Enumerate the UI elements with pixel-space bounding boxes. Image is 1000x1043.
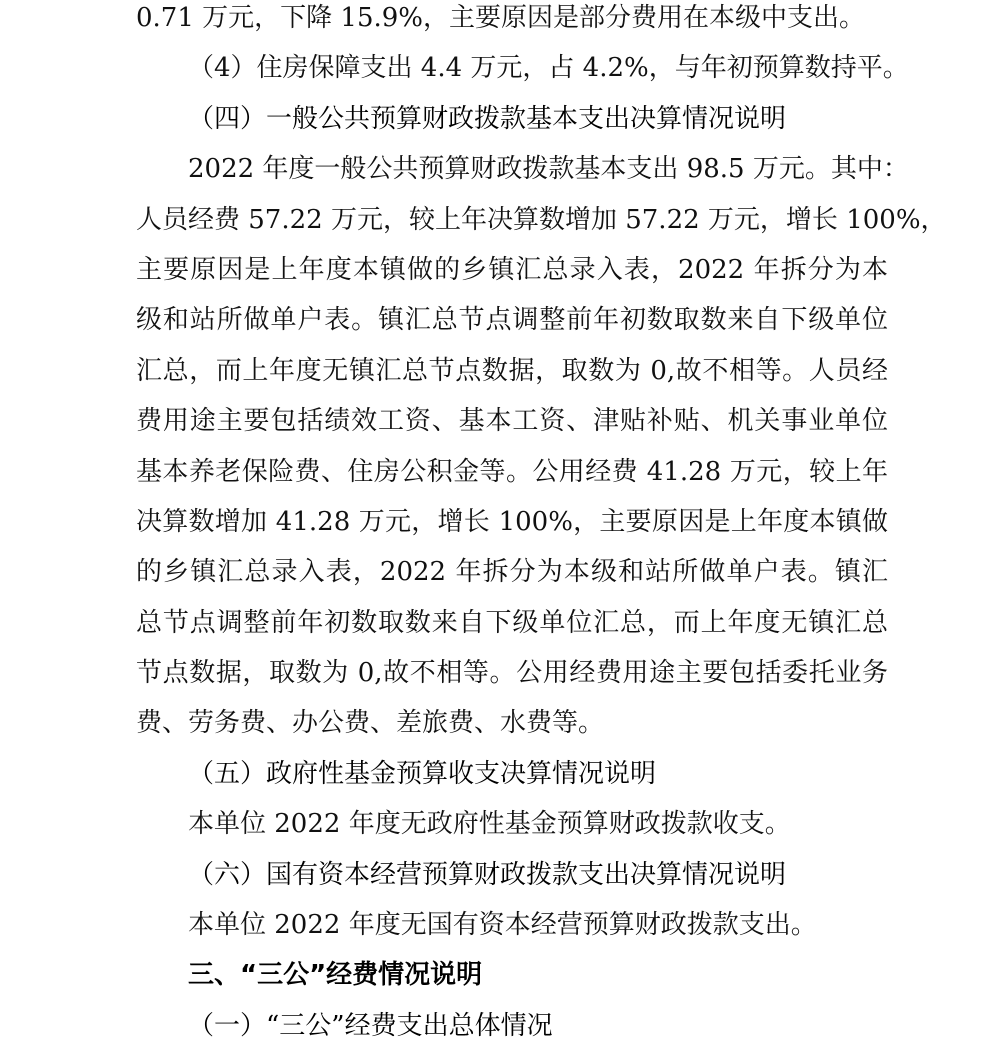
basic-expenditure-paragraph [136, 144, 947, 749]
paragraph-line: 主要原因是上年度本镇做的乡镇汇总录入表，2022 年拆分为本 [136, 254, 888, 285]
paragraph-line: 的乡镇汇总录入表，2022 年拆分为本级和站所做单户表。镇汇 [136, 557, 888, 588]
paragraph-line: 基本养老保险费、住房公积金等。公用经费 41.28 万元，较上年 [136, 456, 888, 487]
state-capital-text: 本单位 2022 年度无国有资本经营预算财政拨款支出。 [188, 910, 817, 941]
paragraph-line: 节点数据，取数为 0,故不相等。公用经费用途主要包括委托业务 [136, 658, 888, 689]
paragraph-line: 总节点调整前年初数取数来自下级单位汇总，而上年度无镇汇总 [136, 607, 888, 638]
paragraph-line: 汇总，而上年度无镇汇总节点数据，取数为 0,故不相等。人员经 [136, 355, 888, 386]
paragraph-line: 决算数增加 41.28 万元，增长 100%，主要原因是上年度本镇做 [136, 506, 888, 537]
paragraph-line: 级和站所做单户表。镇汇总节点调整前年初数取数来自下级单位 [136, 305, 888, 336]
gov-fund-text: 本单位 2022 年度无政府性基金预算财政拨款收支。 [188, 809, 791, 840]
paragraph-line: 2022 年度一般公共预算财政拨款基本支出 98.5 万元。其中： [188, 154, 909, 185]
heading-basic-expenditure: （四）一般公共预算财政拨款基本支出决算情况说明 [188, 103, 787, 134]
paragraph-line: 人员经费 57.22 万元，较上年决算数增加 57.22 万元，增长 100%， [136, 204, 947, 235]
paragraph-line: 费、劳务费、办公费、差旅费、水费等。 [136, 708, 605, 739]
text-column [136, 0, 947, 1043]
heading-state-capital: （六）国有资本经营预算财政拨款支出决算情况说明 [188, 859, 787, 890]
continuation-line: 0.71 万元，下降 15.9%，主要原因是部分费用在本级中支出。 [136, 3, 866, 33]
paragraph-line: 费用途主要包括绩效工资、基本工资、津贴补贴、机关事业单位 [136, 406, 888, 437]
housing-expenditure-item: （4）住房保障支出 4.4 万元，占 4.2%，与年初预算数持平。 [188, 53, 909, 84]
section-three-title: 三、“三公”经费情况说明 [188, 960, 483, 991]
heading-gov-fund: （五）政府性基金预算收支决算情况说明 [188, 758, 657, 789]
subsection-one-title: （一）“三公”经费支出总体情况 [188, 1010, 553, 1041]
